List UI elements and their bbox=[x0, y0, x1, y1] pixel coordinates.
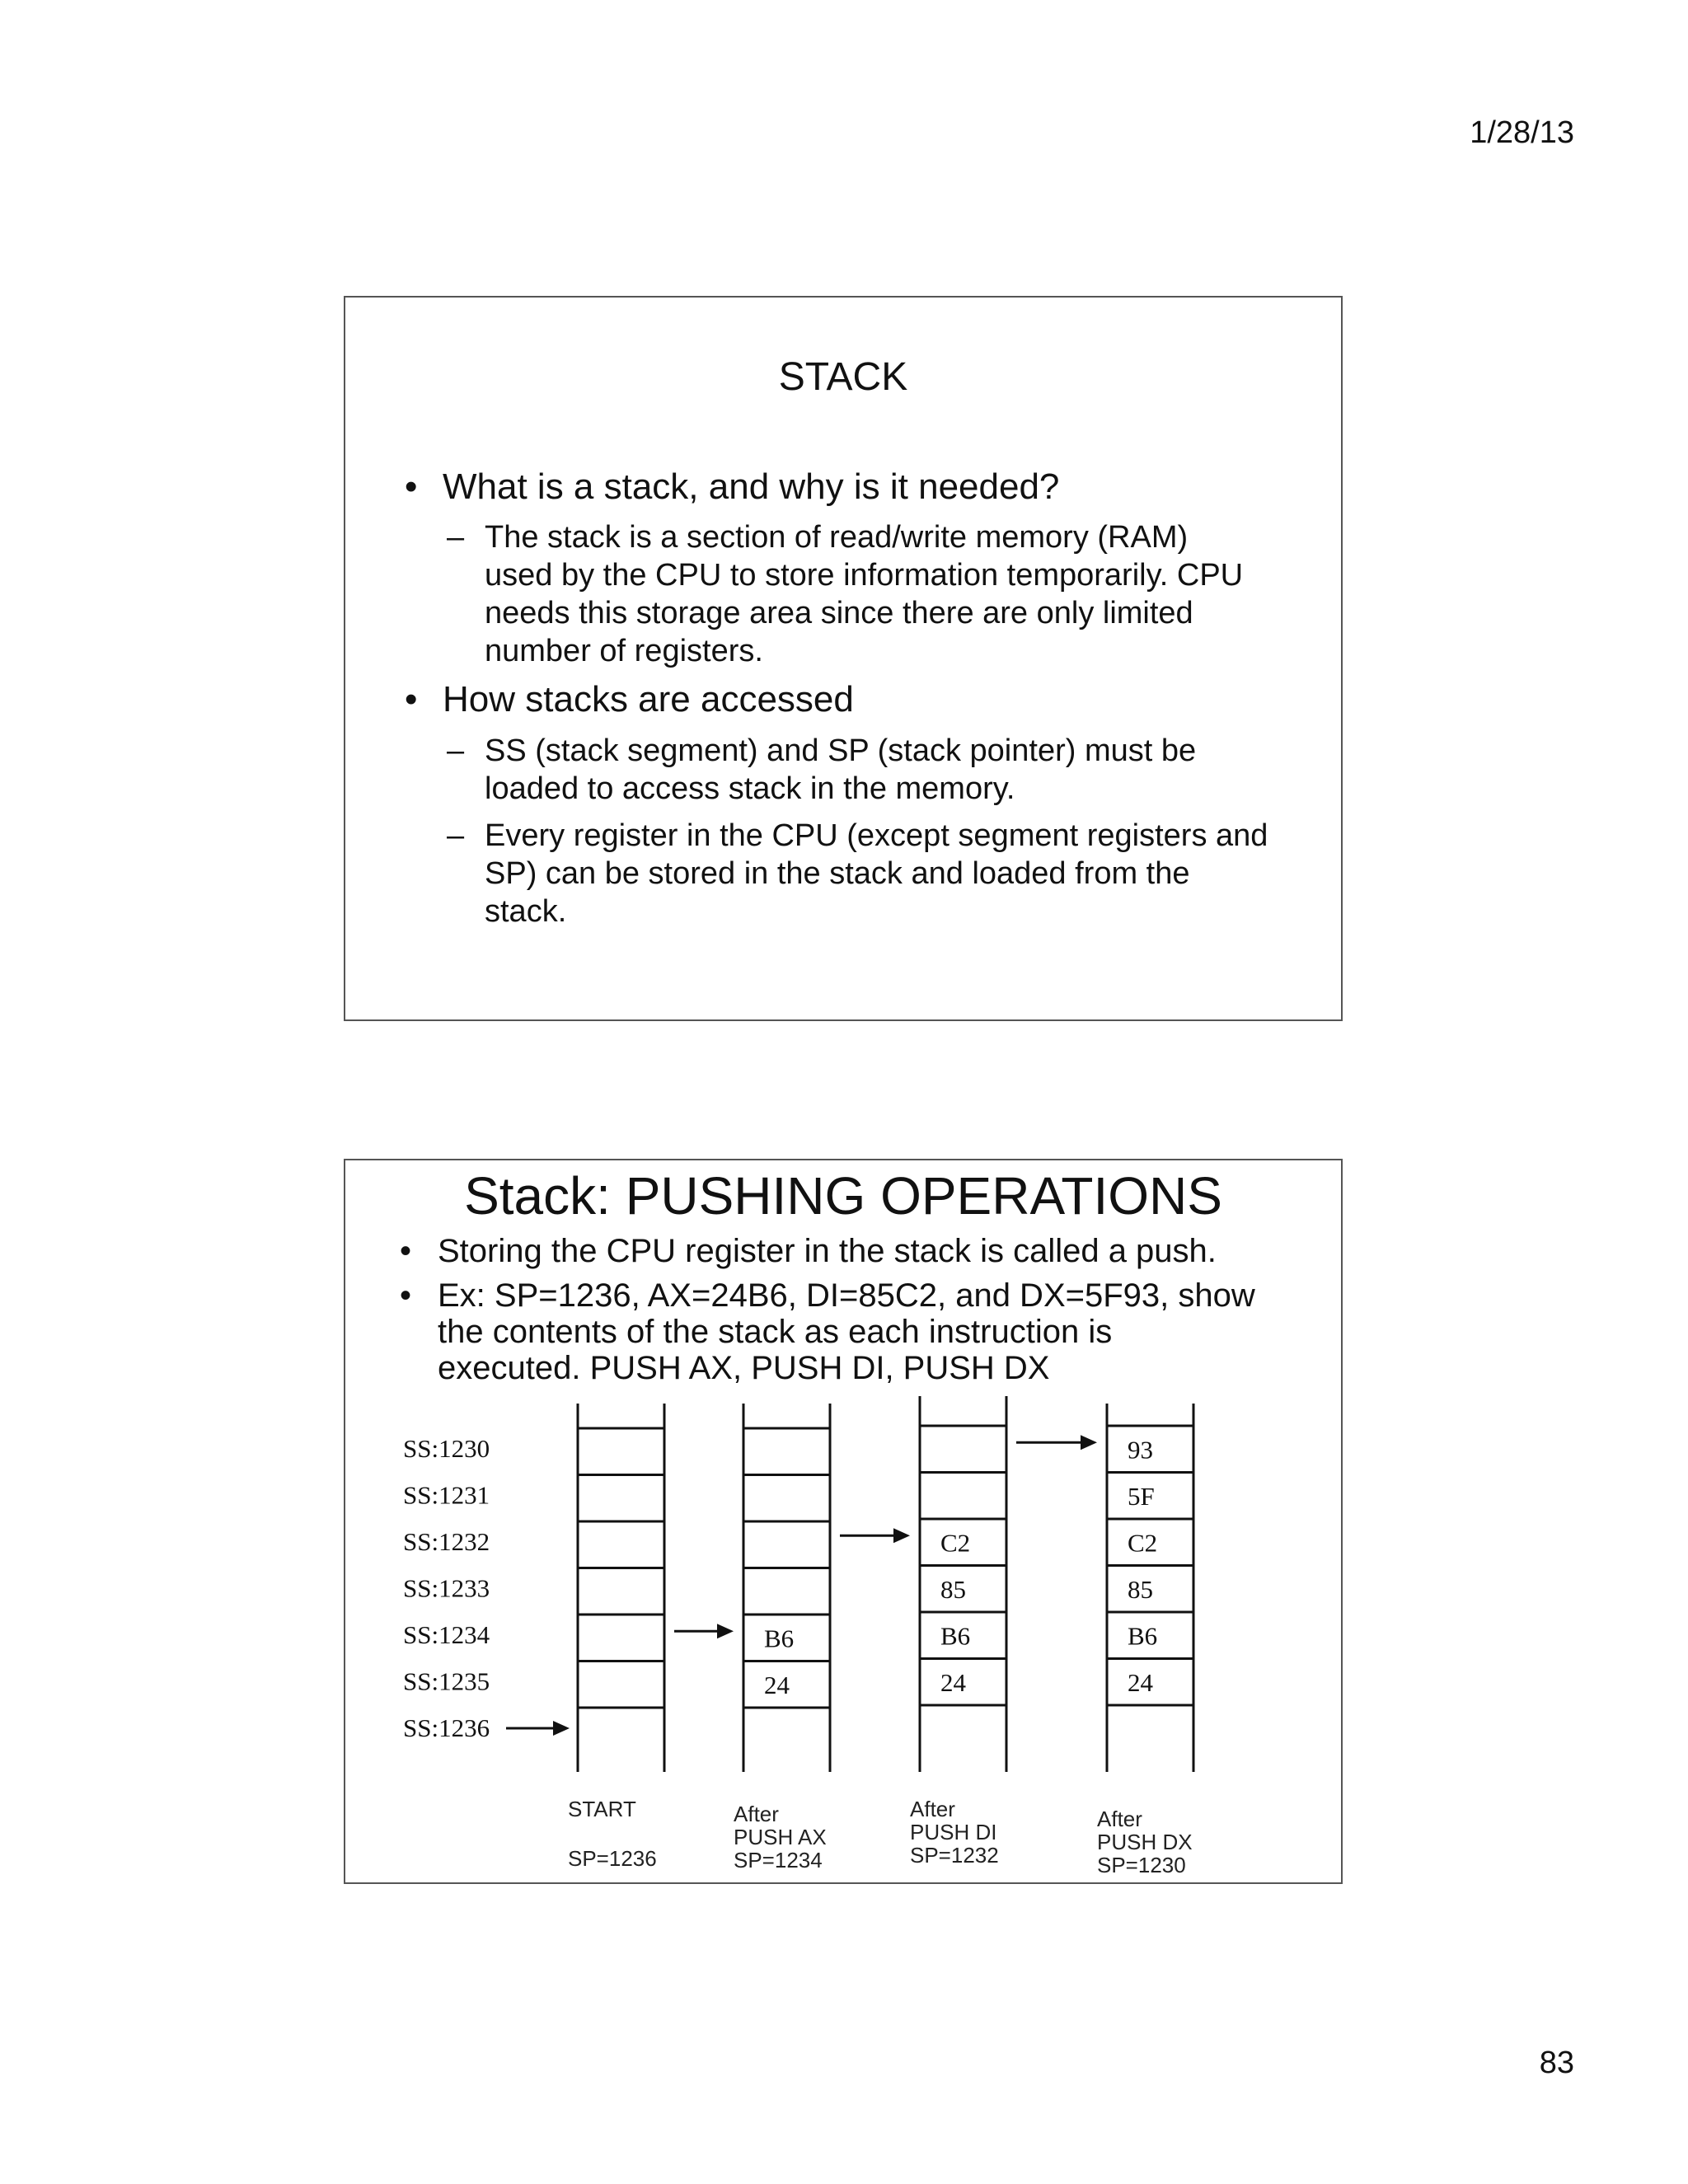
sp-arrow-head bbox=[1081, 1435, 1097, 1450]
dash-icon: – bbox=[447, 520, 465, 555]
stack-column-caption: SP=1230 bbox=[1097, 1853, 1186, 1877]
stack-column-caption: After bbox=[910, 1797, 955, 1821]
stack-push-diagram bbox=[345, 1160, 1341, 1882]
address-label: SS:1234 bbox=[403, 1620, 490, 1649]
bullet-text: What is a stack, and why is it needed? bbox=[443, 466, 1060, 507]
slide-title: STACK bbox=[778, 355, 908, 399]
dash-icon: – bbox=[447, 818, 465, 853]
address-label: SS:1233 bbox=[403, 1573, 490, 1603]
stack-cell-value: B6 bbox=[1128, 1621, 1158, 1651]
stack-column-caption: After bbox=[1097, 1807, 1142, 1831]
stack-cell-value: B6 bbox=[764, 1624, 795, 1653]
stack-column-caption: PUSH AX bbox=[734, 1825, 827, 1849]
bullet-icon: • bbox=[400, 1277, 412, 1314]
sp-arrow-head bbox=[893, 1528, 910, 1543]
stack-cell-value: 24 bbox=[940, 1667, 966, 1697]
bullet-icon: • bbox=[405, 679, 418, 719]
sub-bullet-text: The stack is a section of read/write memory (RAM) used by the CPU to store information temporarily. CPU needs this storage area since there are only limited number of registers. bbox=[485, 520, 1244, 668]
slide-stack bbox=[344, 296, 1343, 1021]
bullet-text: How stacks are accessed bbox=[443, 679, 854, 719]
stack-cell-value: C2 bbox=[940, 1528, 971, 1558]
address-label: SS:1231 bbox=[403, 1480, 490, 1510]
stack-column-caption: START bbox=[568, 1797, 636, 1821]
slide-pushing-operations bbox=[344, 1159, 1343, 1884]
sp-arrow-head bbox=[717, 1624, 734, 1638]
slide-title: Stack: PUSHING OPERATIONS bbox=[464, 1166, 1222, 1226]
stack-column-caption: After bbox=[734, 1802, 779, 1826]
stack-cell-value: 85 bbox=[1128, 1574, 1153, 1604]
sub-bullet-text: SS (stack segment) and SP (stack pointer) must be loaded to access stack in the memory. bbox=[485, 733, 1197, 806]
address-label: SS:1236 bbox=[403, 1713, 490, 1742]
stack-cell-value: 93 bbox=[1128, 1435, 1153, 1465]
stack-column-caption: PUSH DI bbox=[910, 1820, 997, 1844]
dash-icon: – bbox=[447, 733, 465, 768]
bullet-icon: • bbox=[405, 466, 418, 507]
bullet-text: Storing the CPU register in the stack is called a push. bbox=[438, 1233, 1217, 1269]
stack-cell-value: C2 bbox=[1128, 1528, 1158, 1558]
bullet-icon: • bbox=[400, 1233, 412, 1269]
sp-arrow-head bbox=[553, 1721, 570, 1736]
bullet-text: Ex: SP=1236, AX=24B6, DI=85C2, and DX=5F93, show the contents of the stack as each instruction is executed. PUSH AX, PUSH DI, PUSH DX bbox=[438, 1277, 1255, 1386]
stack-column-caption: SP=1236 bbox=[568, 1846, 657, 1871]
stack-column-caption: SP=1232 bbox=[910, 1843, 999, 1868]
address-label: SS:1230 bbox=[403, 1434, 490, 1463]
stack-column-caption: SP=1234 bbox=[734, 1848, 823, 1872]
stack-cell-value: 85 bbox=[940, 1574, 966, 1604]
address-label: SS:1232 bbox=[403, 1527, 490, 1556]
stack-column-caption: PUSH DX bbox=[1097, 1830, 1193, 1854]
page-number: 83 bbox=[1539, 2046, 1574, 2080]
stack-cell-value: 24 bbox=[764, 1670, 790, 1699]
sub-bullet-text: Every register in the CPU (except segment registers and SP) can be stored in the stack and loaded from the stack. bbox=[485, 818, 1268, 929]
stack-cell-value: B6 bbox=[940, 1621, 971, 1651]
stack-cell-value: 24 bbox=[1128, 1667, 1153, 1697]
address-label: SS:1235 bbox=[403, 1666, 490, 1696]
stack-cell-value: 5F bbox=[1128, 1481, 1155, 1511]
page-date: 1/28/13 bbox=[1470, 115, 1574, 150]
